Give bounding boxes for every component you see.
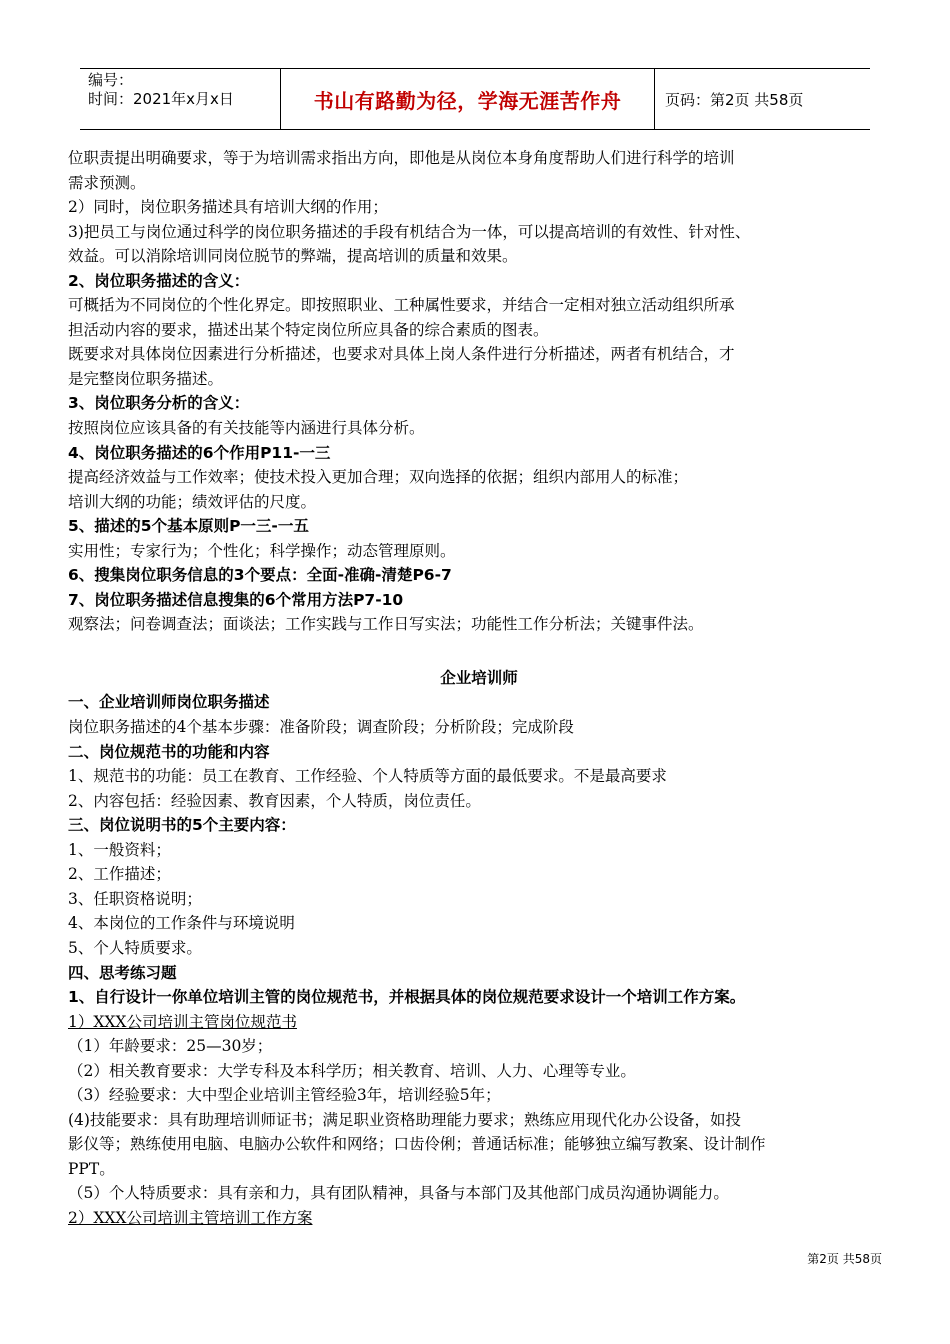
text-line [68,1206,890,1231]
page-header [80,68,870,130]
text-line [68,715,890,740]
text-line [68,244,890,269]
section-heading [68,813,890,838]
text-line [68,1010,890,1035]
text-line [68,887,890,912]
header-meta [80,69,281,129]
text-line [68,637,890,666]
text-line [68,862,890,887]
header-page-info: 页码：第2页 共58页 [665,90,804,109]
section-heading [68,588,890,613]
text-line [68,220,890,245]
section-heading [68,391,890,416]
line-text: （1）年龄要求：25—30岁； [68,1037,273,1056]
line-text: 观察法；问卷调查法；面谈法；工作实践与工作日写实法；功能性工作分析法；关键事件法。 [68,615,704,634]
line-text: 按照岗位应该具备的有关技能等内涵进行具体分析。 [68,419,425,438]
line-text: 2）XXX公司培训主管培训工作方案 [68,1208,313,1227]
line-text: PPT。 [68,1159,115,1178]
text-line [68,789,890,814]
line-text: 1、一般资料； [68,840,171,859]
line-text: 2、内容包括：经验因素、教育因素，个人特质，岗位责任。 [68,791,481,810]
line-text: 4、本岗位的工作条件与环境说明 [68,914,295,933]
text-line [68,367,890,392]
line-text: 7、岗位职务描述信息搜集的6个常用方法P7-10 [68,590,404,609]
line-text: 可概括为不同岗位的个性化界定。即按照职业、工种属性要求，并结合一定相对独立活动组织所承 [68,296,735,315]
text-line [68,1108,890,1133]
line-text: （3）经验要求：大中型企业培训主管经验3年，培训经验5年； [68,1086,501,1105]
text-line [68,416,890,441]
line-text: 四、思考练习题 [68,963,177,982]
text-line [68,342,890,367]
line-text: 效益。可以消除培训同岗位脱节的弊端，提高培训的质量和效果。 [68,247,518,266]
line-text: 提高经济效益与工作效率；使技术投入更加合理；双向选择的依据；组织内部用人的标准； [68,468,689,487]
text-line [68,195,890,220]
text-line [68,1059,890,1084]
line-text: 6、搜集岗位职务信息的3个要点：全面-准确-清楚P6-7 [68,566,452,585]
text-line [68,465,890,490]
section-heading [68,666,890,691]
text-line [68,936,890,961]
text-line [68,171,890,196]
line-text: 需求预测。 [68,173,146,192]
text-line [68,1157,890,1182]
text-line [68,1132,890,1157]
line-text: 实用性；专家行为；个性化；科学操作；动态管理原则。 [68,541,456,560]
line-text: 3、任职资格说明； [68,889,202,908]
text-line [68,911,890,936]
text-line [68,293,890,318]
text-line [68,1034,890,1059]
line-text: 既要求对具体岗位因素进行分析描述，也要求对具体上岗人条件进行分析描述，两者有机结合，才 [68,345,735,364]
section-heading [68,740,890,765]
text-line [68,146,890,171]
section-heading [68,690,890,715]
document-body [68,146,890,1231]
section-heading [68,269,890,294]
line-text: 三、岗位说明书的5个主要内容： [68,816,296,835]
section-heading [68,441,890,466]
line-text: 企业培训师 [440,668,518,687]
line-text: 影仪等；熟练使用电脑、电脑办公软件和网络；口齿伶俐；普通话标准；能够独立编写教案、设计制作 [68,1135,766,1154]
text-line [68,764,890,789]
section-heading [68,563,890,588]
text-line [68,318,890,343]
text-line [68,612,890,637]
line-text: 是完整岗位职务描述。 [68,369,224,388]
section-heading [68,961,890,986]
line-text: 3、岗位职务分析的含义： [68,394,250,413]
text-line [68,539,890,564]
text-line [68,1083,890,1108]
line-text: 岗位职务描述的4个基本步骤：准备阶段；调查阶段；分析阶段；完成阶段 [68,718,574,737]
line-text: 2）同时，岗位职务描述具有培训大纲的作用； [68,198,388,217]
line-text: 4、岗位职务描述的6个作用P11-一三 [68,443,331,462]
text-line [68,1181,890,1206]
line-text: 一、企业培训师岗位职务描述 [68,693,270,712]
line-text: 1）XXX公司培训主管岗位规范书 [68,1012,297,1031]
line-text: 1、自行设计一你单位培训主管的岗位规范书，并根据具体的岗位规范要求设计一个培训工作方案。 [68,988,746,1007]
page-footer: 第2页 共58页 [807,1252,882,1266]
line-text: （2）相关教育要求：大学专科及本科学历；相关教育、培训、人力、心理等专业。 [68,1061,636,1080]
line-text: 培训大纲的功能；绩效评估的尺度。 [68,492,317,511]
line-text: 1、规范书的功能：员工在教育、工作经验、个人特质等方面的最低要求。不是最高要求 [68,767,667,786]
line-text: 5、描述的5个基本原则P一三-一五 [68,517,309,536]
line-text: （5）个人特质要求：具有亲和力，具有团队精神，具备与本部门及其他部门成员沟通协调能力。 [68,1184,729,1203]
header-time-label: 时间：2021年x月x日 [88,90,234,108]
header-motto: 书山有路勤为径，学海无涯苦作舟 [281,69,655,129]
line-text: 位职责提出明确要求，等于为培训需求指出方向，即他是从岗位本身角度帮助人们进行科学的培训 [68,149,735,167]
text-line [68,838,890,863]
line-text: (4)技能要求：具有助理培训师证书；满足职业资格助理能力要求；熟练应用现代化办公设备，如投 [68,1110,741,1129]
line-text: 2、工作描述； [68,865,171,884]
header-number-label: 编号： [88,71,134,89]
text-line [68,490,890,515]
section-heading [68,985,890,1010]
section-heading [68,514,890,539]
line-text: 5、个人特质要求。 [68,938,202,957]
line-text: 担活动内容的要求，描述出某个特定岗位所应具备的综合素质的图表。 [68,320,549,339]
line-text: 二、岗位规范书的功能和内容 [68,742,270,761]
line-text: 3)把员工与岗位通过科学的岗位职务描述的手段有机结合为一体，可以提高培训的有效性、针对性、 [68,222,751,241]
line-text: 2、岗位职务描述的含义： [68,271,250,290]
